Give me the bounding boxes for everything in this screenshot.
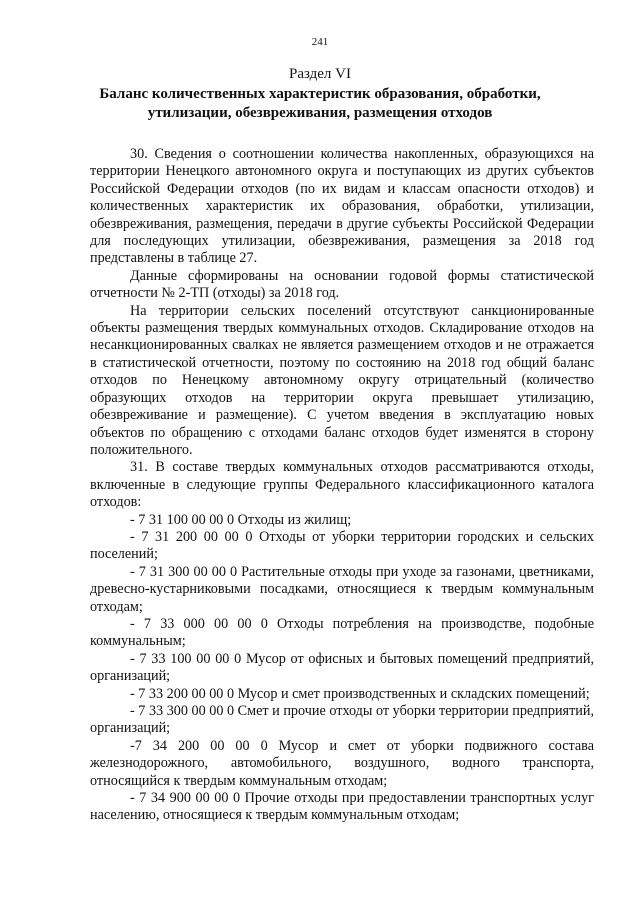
list-item-waste-code: - 7 33 300 00 00 0 Смет и прочие отходы от уборки территории предприятий, организаций; bbox=[90, 703, 594, 737]
list-item-waste-code: - 7 31 200 00 00 0 Отходы от уборки территории городских и сельских поселений; bbox=[90, 528, 594, 563]
list-item-waste-code: - 7 33 100 00 00 0 Мусор от офисных и бытовых помещений предприятий, организаций; bbox=[90, 650, 594, 685]
paragraph-data-source: Данные сформированы на основании годовой формы статистической отчетности № 2-ТП (отходы) за 2018 год. bbox=[90, 267, 594, 302]
section-heading bbox=[70, 85, 570, 123]
list-item-waste-code: - 7 31 100 00 00 0 Отходы из жилищ; bbox=[130, 511, 352, 528]
body-text bbox=[90, 146, 594, 825]
list-item-waste-code: -7 34 200 00 00 0 Мусор и смет от уборки подвижного состава железнодорожного, автомобильного, воздушного, водного транспорта, относящийся к твердым коммунальным отходам; bbox=[90, 737, 594, 789]
heading-line-1: Баланс количественных характеристик образования, обработки, bbox=[99, 86, 541, 102]
paragraph-31: 31. В составе твердых коммунальных отходов рассматриваются отходы, включенные в следующие группы Федерального классификационного каталога отходов: bbox=[90, 459, 594, 511]
list-item-waste-code: - 7 31 300 00 00 0 Растительные отходы при уходе за газонами, цветниками, древесно-кустарниковыми посадками, относящиеся к твердым коммунальным отходам; bbox=[90, 563, 594, 615]
list-item-waste-code: - 7 33 000 00 00 0 Отходы потребления на производстве, подобные коммунальным; bbox=[90, 615, 594, 650]
paragraph-balance: На территории сельских поселений отсутствуют санкционированные объекты размещения твердых коммунальных отходов. Складирование отходов на несанкционированных свалках не является размещением отходов и не отражается в статистической отчетности, поэтому по состоянию на 2018 год общий баланс отходов по Ненецкому автономному округу отрицательный (количество образующих отходов на территории округа превышает утилизацию, обезвреживание и размещение). С учетом введения в эксплуатацию новых объектов по обращению с отходами баланс отходов будет изменятся в сторону положительного. bbox=[90, 302, 594, 458]
list-item-waste-code: - 7 33 200 00 00 0 Мусор и смет производственных и складских помещений; bbox=[130, 685, 590, 702]
section-label: Раздел VI bbox=[288, 66, 351, 82]
page-number: 241 bbox=[311, 36, 329, 48]
heading-line-2: утилизации, обезвреживания, размещения отходов bbox=[147, 105, 493, 121]
list-item-waste-code: - 7 34 900 00 00 0 Прочие отходы при предоставлении транспортных услуг населению, относящиеся к твердым коммунальным отходам; bbox=[90, 790, 594, 824]
paragraph-30: 30. Сведения о соотношении количества накопленных, образующихся на территории Ненецкого автономного округа и поступающих из других субъектов Российской Федерации отходов (по их видам и классам опасности отходов) и количественных характеристик их образования, обработки, утилизации, обезвреживания, размещения, передачи в другие субъекты Российской Федерации для последующих утилизации, обезвреживания, размещения за 2018 год представлены в таблице 27. bbox=[90, 146, 594, 267]
